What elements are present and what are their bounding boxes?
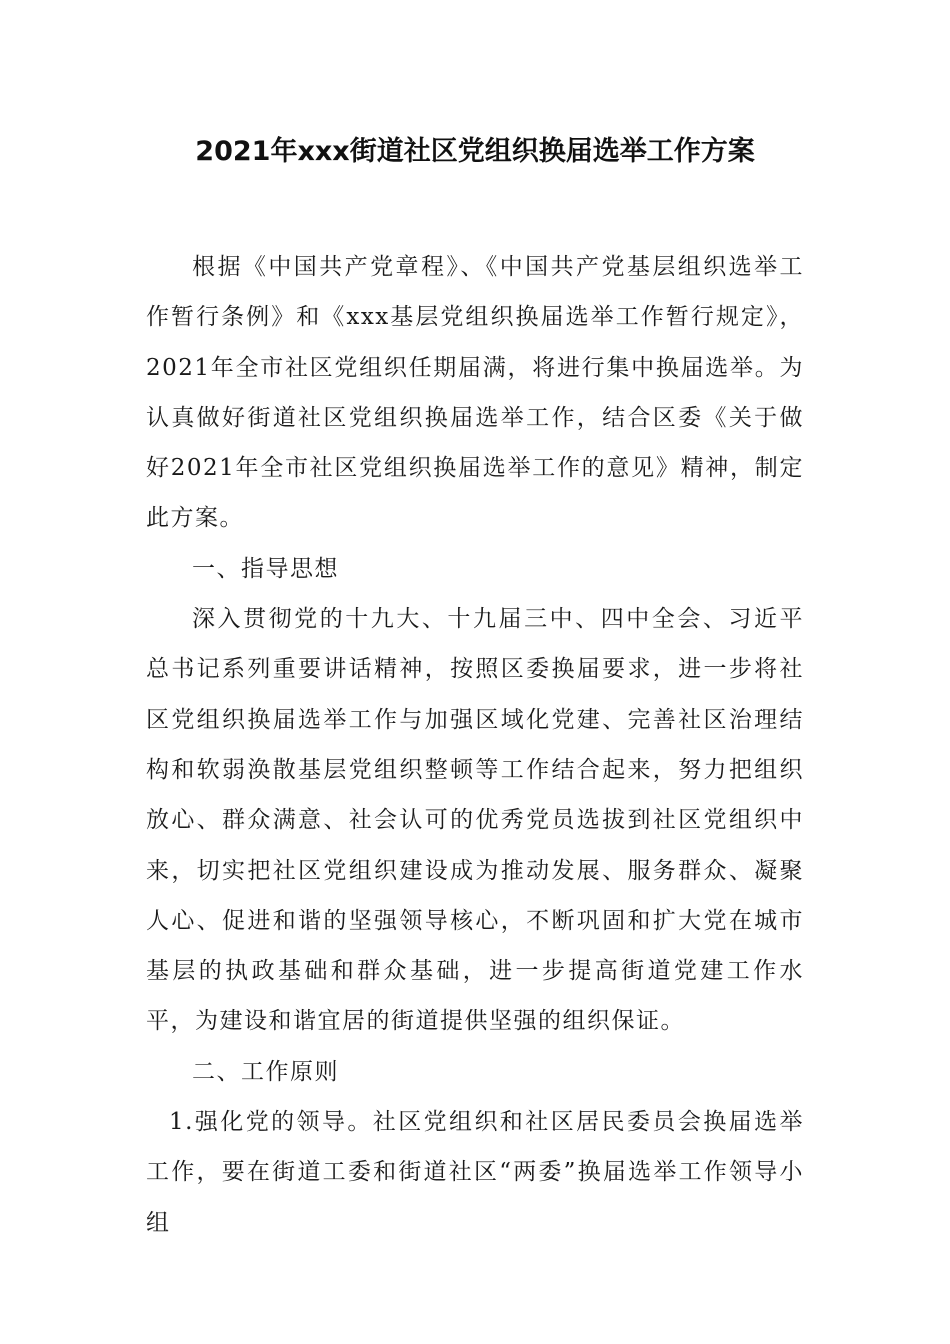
principle-item-1: 1.强化党的领导。社区党组织和社区居民委员会换届选举工作，要在街道工委和街道社区“两委”换届选举工作领导小组 [146,1109,804,1236]
intro-paragraph: 根据《中国共产党章程》、《中国共产党基层组织选举工作暂行条例》和《xxx基层党组织换届选举工作暂行规定》，2021年全市社区党组织任期届满，将进行集中换届选举。为认真做好街道社区党组织换届选举工作，结合区委《关于做好2021年全市社区党组织换届选举工作的意见》精神，制定此方案。 [146,254,804,532]
document-title: 2021年xxx街道社区党组织换届选举工作方案 [195,136,755,167]
section-heading-guiding-ideology: 一、指导思想 [192,555,339,582]
guiding-ideology-paragraph: 深入贯彻党的十九大、十九届三中、四中全会、习近平总书记系列重要讲话精神，按照区委换届要求，进一步将社区党组织换届选举工作与加强区域化党建、完善社区治理结构和软弱涣散基层党组织整顿等工作结合起来，努力把组织放心、群众满意、社会认可的优秀党员选拔到社区党组织中来，切实把社区党组织建设成为推动发展、服务群众、凝聚人心、促进和谐的坚强领导核心，不断巩固和扩大党在城市基层的执政基础和群众基础，进一步提高街道党建工作水平，为建设和谐宜居的街道提供坚强的组织保证。 [146,606,804,1035]
section-heading-work-principles: 二、工作原则 [192,1058,339,1085]
document-body [146,242,804,1248]
